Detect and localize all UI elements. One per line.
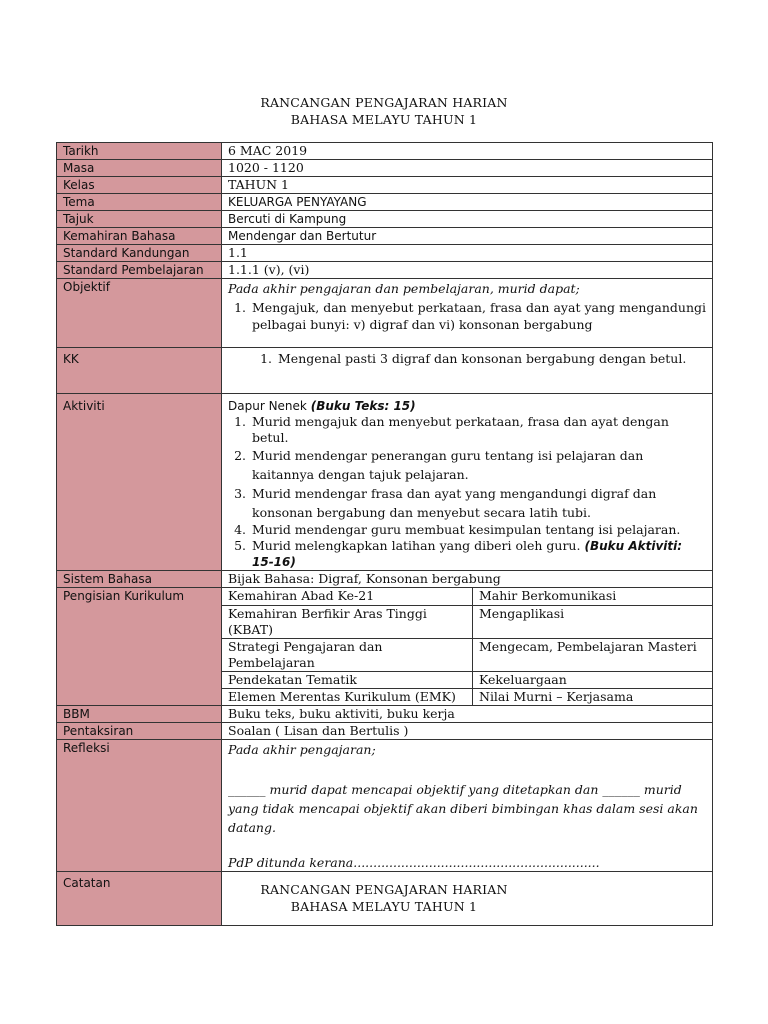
label-standard-pembelajaran: Standard Pembelajaran	[57, 262, 222, 279]
kurikulum-right: Mengecam, Pembelajaran Masteri	[473, 638, 713, 671]
row-tarikh	[57, 143, 713, 160]
kurikulum-left: Strategi Pengajaran dan Pembelajaran	[222, 638, 473, 671]
kurikulum-row	[222, 605, 712, 638]
label-tarikh: Tarikh	[57, 143, 222, 160]
aktiviti-item: 2. Murid mendengar penerangan guru tentang isi pelajaran dan kaitannya dengan tajuk pelajaran.	[250, 446, 706, 484]
value-kemahiran-bahasa: Mendengar dan Bertutur	[222, 228, 713, 245]
value-pengisian-kurikulum	[222, 588, 713, 706]
row-kemahiran-bahasa	[57, 228, 713, 245]
row-bbm	[57, 706, 713, 723]
label-aktiviti: Aktiviti	[57, 394, 222, 571]
value-tajuk: Bercuti di Kampung	[222, 211, 713, 228]
kurikulum-right: Nilai Murni – Kerjasama	[473, 688, 713, 705]
row-standard-kandungan	[57, 245, 713, 262]
kurikulum-row	[222, 638, 712, 671]
aktiviti-item	[250, 538, 706, 570]
label-tema: Tema	[57, 194, 222, 211]
next-title-line-2: BAHASA MELAYU TAHUN 1	[290, 899, 478, 914]
next-title-line-1: RANCANGAN PENGAJARAN HARIAN	[260, 882, 508, 897]
label-kemahiran-bahasa: Kemahiran Bahasa	[57, 228, 222, 245]
kurikulum-row	[222, 671, 712, 688]
aktiviti-item-text: Murid melengkapkan latihan yang diberi oleh guru.	[252, 538, 581, 553]
label-masa: Masa	[57, 160, 222, 177]
label-sistem-bahasa: Sistem Bahasa	[57, 571, 222, 588]
page-title	[0, 94, 768, 128]
kurikulum-row	[222, 588, 712, 605]
lesson-plan-table	[56, 142, 713, 926]
title-line-1: RANCANGAN PENGAJARAN HARIAN	[260, 95, 508, 110]
title-line-2: BAHASA MELAYU TAHUN 1	[290, 112, 478, 127]
aktiviti-item: 4. Murid mendengar guru membuat kesimpulan tentang isi pelajaran.	[250, 522, 706, 538]
label-bbm: BBM	[57, 706, 222, 723]
label-standard-kandungan: Standard Kandungan	[57, 245, 222, 262]
label-refleksi: Refleksi	[57, 740, 222, 872]
row-objektif	[57, 279, 713, 348]
kurikulum-left: Pendekatan Tematik	[222, 671, 473, 688]
row-refleksi	[57, 740, 713, 872]
objektif-intro: Pada akhir pengajaran dan pembelajaran, murid dapat;	[228, 281, 580, 296]
value-pentaksiran: Soalan ( Lisan dan Bertulis )	[222, 723, 713, 740]
row-tajuk	[57, 211, 713, 228]
value-standard-kandungan: 1.1	[222, 245, 713, 262]
value-refleksi	[222, 740, 713, 872]
row-standard-pembelajaran	[57, 262, 713, 279]
value-sistem-bahasa: Bijak Bahasa: Digraf, Konsonan bergabung	[222, 571, 713, 588]
value-standard-pembelajaran: 1.1.1 (v), (vi)	[222, 262, 713, 279]
value-tema: KELUARGA PENYAYANG	[222, 194, 713, 211]
aktiviti-item: 3. Murid mendengar frasa dan ayat yang mengandungi digraf dan konsonan bergabung dan menyebut secara latih tubi.	[250, 484, 706, 522]
aktiviti-item: 1. Murid mengajuk dan menyebut perkataan, frasa dan ayat dengan betul.	[250, 414, 706, 446]
label-kelas: Kelas	[57, 177, 222, 194]
row-kk	[57, 348, 713, 394]
value-masa: 1020 - 1120	[222, 160, 713, 177]
label-kk: KK	[57, 348, 222, 394]
refleksi-line-2: ______ murid dapat mencapai objektif yang ditetapkan dan ______ murid yang tidak mencapai objektif akan diberi bimbingan khas dalam sesi akan datang.	[228, 782, 698, 835]
row-tema	[57, 194, 713, 211]
label-pengisian-kurikulum: Pengisian Kurikulum	[57, 588, 222, 706]
row-masa	[57, 160, 713, 177]
kurikulum-right: Mahir Berkomunikasi	[473, 588, 713, 605]
label-tajuk: Tajuk	[57, 211, 222, 228]
label-catatan: Catatan	[57, 872, 222, 926]
row-pentaksiran	[57, 723, 713, 740]
label-objektif: Objektif	[57, 279, 222, 348]
value-aktiviti	[222, 394, 713, 571]
kurikulum-subtable	[222, 588, 712, 705]
refleksi-line-3: PdP ditunda kerana..............................................................	[228, 855, 600, 870]
kurikulum-left: Elemen Merentas Kurikulum (EMK)	[222, 688, 473, 705]
row-pengisian-kurikulum	[57, 588, 713, 706]
aktiviti-last-ref: (Buku Aktiviti: 15-16)	[252, 539, 683, 569]
aktiviti-heading	[228, 398, 706, 414]
row-sistem-bahasa	[57, 571, 713, 588]
value-kk	[222, 348, 713, 394]
aktiviti-heading-ref: (Buku Teks: 15)	[310, 399, 416, 413]
next-page-title	[0, 881, 768, 915]
kurikulum-right: Mengaplikasi	[473, 605, 713, 638]
kurikulum-right: Kekeluargaan	[473, 671, 713, 688]
label-pentaksiran: Pentaksiran	[57, 723, 222, 740]
value-bbm: Buku teks, buku aktiviti, buku kerja	[222, 706, 713, 723]
row-kelas	[57, 177, 713, 194]
kk-item: 1. Mengenal pasti 3 digraf dan konsonan bergabung dengan betul.	[276, 351, 706, 367]
objektif-list	[228, 299, 706, 333]
value-tarikh: 6 MAC 2019	[222, 143, 713, 160]
kk-list	[228, 351, 706, 367]
aktiviti-list	[228, 414, 706, 570]
kurikulum-left: Kemahiran Abad Ke-21	[222, 588, 473, 605]
row-aktiviti	[57, 394, 713, 571]
value-kelas: TAHUN 1	[222, 177, 713, 194]
kurikulum-row	[222, 688, 712, 705]
objektif-item: 1. Mengajuk, dan menyebut perkataan, frasa dan ayat yang mengandungi pelbagai bunyi: v) digraf dan vi) konsonan bergabung	[250, 299, 706, 333]
aktiviti-heading-title: Dapur Nenek	[228, 399, 307, 413]
refleksi-line-1: Pada akhir pengajaran;	[228, 742, 376, 757]
kurikulum-left: Kemahiran Berfikir Aras Tinggi (KBAT)	[222, 605, 473, 638]
value-objektif	[222, 279, 713, 348]
